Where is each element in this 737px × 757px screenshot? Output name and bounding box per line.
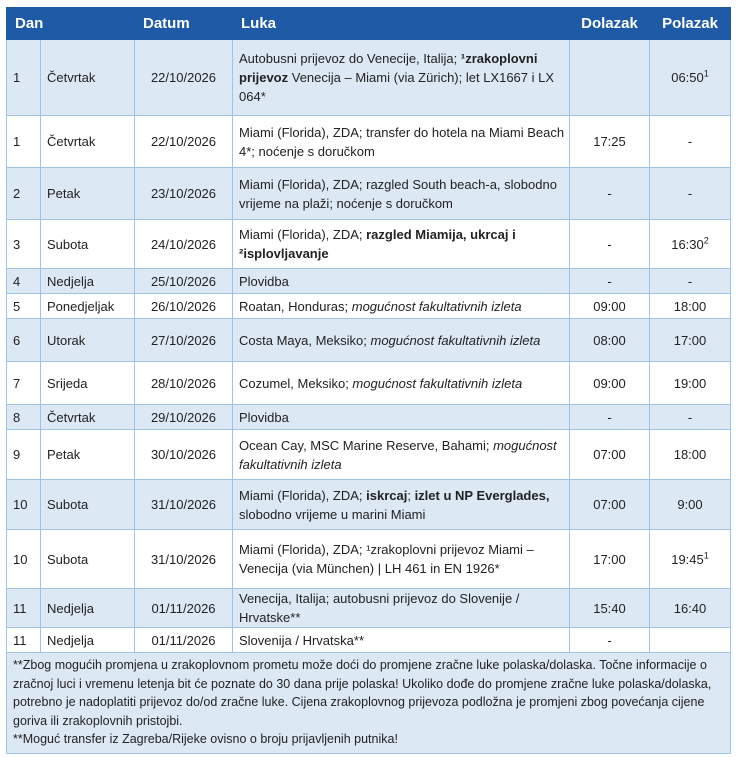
port-text-segment: Autobusni prijevoz do Venecije, Italija; xyxy=(239,51,461,66)
day-name: Subota xyxy=(41,480,135,530)
day-name: Srijeda xyxy=(41,362,135,405)
table-row xyxy=(7,220,731,269)
port-text-segment: Miami (Florida), ZDA; xyxy=(239,227,367,242)
port-text-segment: slobodno vrijeme u marini Miami xyxy=(239,506,426,522)
day-number: 4 xyxy=(7,269,41,294)
arrival-time: 09:00 xyxy=(570,362,650,405)
port-text-segment: Venecija, Italija; autobusni prijevoz do Slovenije / Hrvatske** xyxy=(239,591,520,625)
departure-time xyxy=(650,294,731,319)
departure-time xyxy=(650,362,731,405)
day-number: 10 xyxy=(7,530,41,589)
header-datum: Datum xyxy=(135,8,233,40)
port-description xyxy=(233,530,570,589)
day-name: Četvrtak xyxy=(41,40,135,116)
table-row xyxy=(7,319,731,362)
table-row xyxy=(7,40,731,116)
date: 22/10/2026 xyxy=(135,40,233,116)
arrival-time: 15:40 xyxy=(570,589,650,628)
port-text-segment: mogućnost fakultativnih izleta xyxy=(351,298,522,314)
itinerary-table xyxy=(6,7,731,754)
day-name: Nedjelja xyxy=(41,269,135,294)
port-description xyxy=(233,40,570,116)
day-number: 5 xyxy=(7,294,41,319)
departure-time xyxy=(650,116,731,168)
date: 28/10/2026 xyxy=(135,362,233,405)
day-number: 10 xyxy=(7,480,41,530)
table-header-row xyxy=(7,8,731,40)
arrival-time: 07:00 xyxy=(570,480,650,530)
departure-time xyxy=(650,430,731,480)
day-number: 3 xyxy=(7,220,41,269)
arrival-time: 17:00 xyxy=(570,530,650,589)
departure-footnote-marker: 2 xyxy=(703,235,709,246)
day-number: 1 xyxy=(7,40,41,116)
port-text-segment: Roatan, Honduras; xyxy=(239,298,352,314)
day-name: Petak xyxy=(41,430,135,480)
date: 01/11/2026 xyxy=(135,589,233,628)
date: 26/10/2026 xyxy=(135,294,233,319)
port-description xyxy=(233,116,570,168)
port-description xyxy=(233,480,570,530)
table-row xyxy=(7,269,731,294)
departure-time-value: 17:00 xyxy=(673,332,707,348)
day-name: Petak xyxy=(41,168,135,220)
table-row xyxy=(7,362,731,405)
departure-time xyxy=(650,480,731,530)
date: 01/11/2026 xyxy=(135,628,233,653)
departure-time xyxy=(650,530,731,589)
departure-time xyxy=(650,269,731,294)
day-name: Subota xyxy=(41,530,135,589)
arrival-time: - xyxy=(570,269,650,294)
departure-time-value: - xyxy=(687,186,693,201)
table-row xyxy=(7,405,731,430)
day-number: 6 xyxy=(7,319,41,362)
port-text-segment: Costa Maya, Meksiko; xyxy=(239,332,371,348)
departure-time-value: - xyxy=(687,273,693,289)
day-name: Četvrtak xyxy=(41,405,135,430)
port-description xyxy=(233,269,570,294)
port-description xyxy=(233,405,570,430)
arrival-time: 17:25 xyxy=(570,116,650,168)
table-row xyxy=(7,480,731,530)
date: 30/10/2026 xyxy=(135,430,233,480)
day-number: 11 xyxy=(7,628,41,653)
day-name: Četvrtak xyxy=(41,116,135,168)
port-description xyxy=(233,362,570,405)
departure-time-value: - xyxy=(687,134,693,149)
day-number: 9 xyxy=(7,430,41,480)
port-text-segment: Miami (Florida), ZDA; ¹zrakoplovni prijevoz Miami – Venecija (via München) | LH 461 in EN 1926* xyxy=(239,542,534,576)
port-text-segment: Plovidba xyxy=(239,273,289,289)
departure-time-value: 16:30 xyxy=(671,236,704,252)
departure-footnote-marker: 1 xyxy=(703,550,709,561)
departure-time-value: 18:00 xyxy=(673,447,707,462)
day-name: Nedjelja xyxy=(41,589,135,628)
arrival-time: 09:00 xyxy=(570,294,650,319)
table-row xyxy=(7,294,731,319)
footnote-cell xyxy=(7,653,731,754)
arrival-time: - xyxy=(570,220,650,269)
port-text-segment: Miami (Florida), ZDA; transfer do hotela na Miami Beach 4*; noćenje s doručkom xyxy=(239,124,565,159)
day-number: 7 xyxy=(7,362,41,405)
port-description xyxy=(233,319,570,362)
port-text-segment: Slovenija / Hrvatska** xyxy=(239,632,364,648)
table-row xyxy=(7,168,731,220)
date: 29/10/2026 xyxy=(135,405,233,430)
day-number: 2 xyxy=(7,168,41,220)
port-text-segment: ; xyxy=(407,487,415,503)
date: 25/10/2026 xyxy=(135,269,233,294)
arrival-time: - xyxy=(570,168,650,220)
port-text-segment: mogućnost fakultativnih izleta xyxy=(239,437,557,472)
port-text-segment: Cozumel, Meksiko; xyxy=(239,375,353,391)
port-description xyxy=(233,168,570,220)
port-text-segment: Ocean Cay, MSC Marine Reserve, Bahami; xyxy=(239,437,494,453)
date: 22/10/2026 xyxy=(135,116,233,168)
header-luka: Luka xyxy=(233,8,570,40)
departure-time-value: 16:40 xyxy=(673,600,707,616)
departure-time xyxy=(650,405,731,430)
day-number: 8 xyxy=(7,405,41,430)
port-text-segment: Venecija – Miami (via Zürich); let LX1667 i LX 064* xyxy=(239,70,555,104)
port-text-segment: razgled Miamija, ukrcaj i ²isplovljavanje xyxy=(239,227,516,261)
arrival-time xyxy=(570,40,650,116)
date: 23/10/2026 xyxy=(135,168,233,220)
header-dan: Dan xyxy=(7,8,135,40)
port-description xyxy=(233,294,570,319)
table-row xyxy=(7,628,731,653)
port-description xyxy=(233,589,570,628)
port-text-segment: iskrcaj xyxy=(366,487,408,503)
arrival-time: - xyxy=(570,628,650,653)
arrival-time: - xyxy=(570,405,650,430)
departure-time xyxy=(650,319,731,362)
port-description xyxy=(233,628,570,653)
port-text-segment: Miami (Florida), ZDA; xyxy=(239,487,367,503)
header-polazak: Polazak xyxy=(650,8,731,40)
departure-time xyxy=(650,40,731,116)
table-row xyxy=(7,116,731,168)
port-text-segment: Miami (Florida), ZDA; razgled South beach-a, slobodno vrijeme na plaži; noćenje s doručkom xyxy=(239,176,557,211)
departure-time xyxy=(650,220,731,269)
arrival-time: 08:00 xyxy=(570,319,650,362)
port-text-segment: ¹zrakoplovni prijevoz xyxy=(239,51,538,85)
departure-time-value: 18:00 xyxy=(673,298,707,314)
date: 31/10/2026 xyxy=(135,480,233,530)
footnote-airport-changes: **Zbog mogućih promjena u zrakoplovnom prometu može doći do promjene zračne luke polaska/dolaska. Točne informacije o zračnoj luci i vremenu letenja bit će poznate do 30 dana prije polaska! Ukoliko dođe do promjene zračne luke polaska/dolaska, potrebno je nadoplatiti prijevoz do/od zračne luke. Cijena zrakoplovnog prijevoza podložna je promjeni zbog povećanja cijene goriva ili zrakoplovnih pristojbi. xyxy=(13,658,712,728)
table-row xyxy=(7,589,731,628)
departure-time-value: 19:00 xyxy=(673,375,707,391)
footnote-transfer: **Moguć transfer iz Zagreba/Rijeke ovisno o broju prijavljenih putnika! xyxy=(13,732,398,746)
departure-time-value: 19:45 xyxy=(671,551,704,567)
departure-time xyxy=(650,628,731,653)
port-text-segment: Plovidba xyxy=(239,409,289,425)
departure-time-value: - xyxy=(687,409,693,425)
port-description xyxy=(233,430,570,480)
port-text-segment: izlet u NP Everglades, xyxy=(414,487,550,503)
header-dolazak: Dolazak xyxy=(570,8,650,40)
departure-time xyxy=(650,589,731,628)
arrival-time: 07:00 xyxy=(570,430,650,480)
date: 27/10/2026 xyxy=(135,319,233,362)
departure-time-value: 9:00 xyxy=(677,497,703,512)
departure-time xyxy=(650,168,731,220)
table-row xyxy=(7,430,731,480)
port-text-segment: mogućnost fakultativnih izleta xyxy=(352,375,523,391)
day-name: Ponedjeljak xyxy=(41,294,135,319)
table-row xyxy=(7,530,731,589)
day-name: Nedjelja xyxy=(41,628,135,653)
day-number: 1 xyxy=(7,116,41,168)
departure-time-value: 06:50 xyxy=(671,70,704,85)
port-description xyxy=(233,220,570,269)
date: 24/10/2026 xyxy=(135,220,233,269)
day-name: Subota xyxy=(41,220,135,269)
port-text-segment: mogućnost fakultativnih izleta xyxy=(370,332,541,348)
footnote-row xyxy=(7,653,731,754)
day-number: 11 xyxy=(7,589,41,628)
date: 31/10/2026 xyxy=(135,530,233,589)
departure-footnote-marker: 1 xyxy=(703,68,709,79)
day-name: Utorak xyxy=(41,319,135,362)
